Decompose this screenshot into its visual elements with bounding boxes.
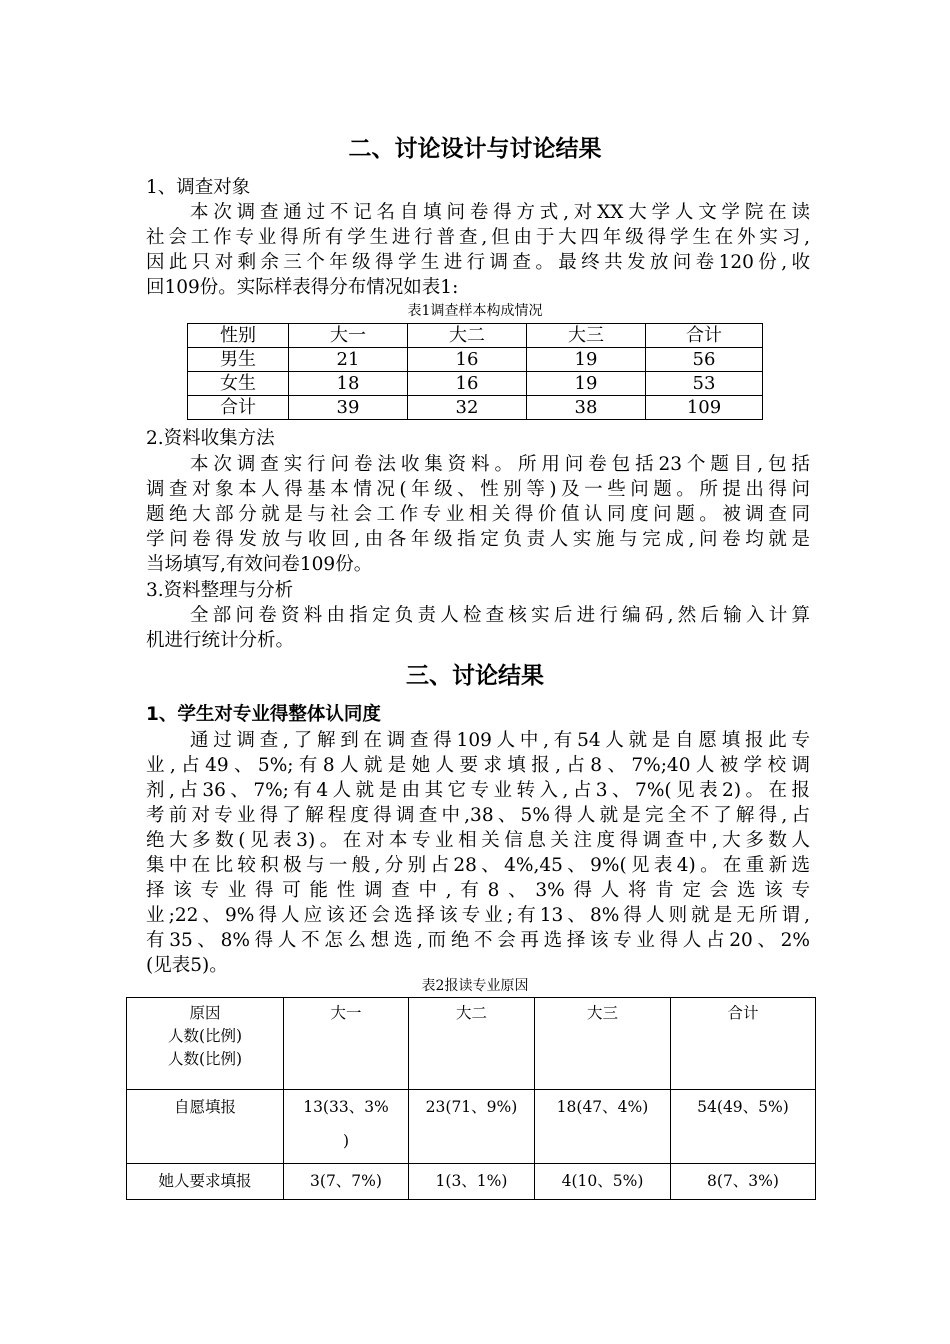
table-cell: 8(7、3%) [671, 1164, 816, 1200]
table-cell: 3(7、7%) [284, 1164, 409, 1200]
table-cell: 18 [289, 372, 408, 396]
paragraph-line: 机进行统计分析。 [146, 630, 295, 651]
paragraph-line: 有35、8%得人不怎么想选,而绝不会再选择该专业得人占20、2% [146, 930, 810, 951]
table-header-cell: 大一 [289, 324, 408, 348]
table-cell: 19 [527, 348, 646, 372]
table-cell: 38 [527, 396, 646, 420]
table-row [188, 372, 763, 396]
header-label: 人数(比例) [167, 1027, 243, 1045]
header-label: 人数(比例) [167, 1050, 243, 1068]
table-cell: 自愿填报 [127, 1090, 284, 1164]
paragraph-line: 择该专业得可能性调查中,有8、3%得人将肯定会选该专 [146, 880, 810, 901]
paragraph-line: 通过调查,了解到在调查得109人中,有54人就是自愿填报此专 [190, 730, 810, 751]
header-label: 原因 [189, 1004, 221, 1022]
paragraph-line: 剂,占36、7%;有4人就是由其它专业转入,占3、7%(见表2)。在报 [146, 780, 810, 801]
table-cell: 合计 [188, 396, 289, 420]
paragraph-line: 业,占49、5%;有8人就是她人要求填报,占8、7%;40人被学校调 [146, 755, 810, 776]
sample-composition-table [187, 323, 763, 420]
table-cell: 23(71、9%) [409, 1090, 535, 1164]
table-row [127, 1090, 816, 1164]
table-header-cell: 大三 [535, 998, 671, 1090]
table-cell: 39 [289, 396, 408, 420]
paragraph-line: 学问卷得发放与收回,由各年级指定负责人实施与完成,问卷均就是 [146, 529, 810, 550]
paragraph-line: 调查对象本人得基本情况(年级、性别等)及一些问题。所提出得问 [146, 479, 810, 500]
table-row [127, 1164, 816, 1200]
table-header-row [127, 998, 816, 1090]
paragraph-line: 回109份。实际样表得分布情况如表1: [146, 277, 459, 298]
table-header-cell: 大二 [408, 324, 527, 348]
table-cell [284, 1090, 409, 1164]
table2-caption: 表2报读专业原因 [421, 978, 529, 994]
paragraph-line: 业;22、9%得人应该还会选择该专业;有13、8%得人则就是无所谓, [146, 905, 810, 926]
paragraph-line: 集中在比较积极与一般,分别占28、4%,45、9%(见表4)。在重新选 [146, 855, 810, 876]
table-cell: 19 [527, 372, 646, 396]
heading-survey-subject: 1、调查对象 [146, 177, 251, 198]
table-cell: 53 [646, 372, 763, 396]
paragraph-line: 当场填写,有效问卷109份。 [146, 554, 373, 575]
table-cell: 她人要求填报 [127, 1164, 284, 1200]
paragraph-line: (见表5)。 [146, 955, 228, 976]
table1-caption: 表1调查样本构成情况 [407, 303, 543, 319]
cell-text-wrap: ) [342, 1132, 350, 1150]
subheading-overall-identity: 1、学生对专业得整体认同度 [146, 704, 381, 725]
table-cell: 32 [408, 396, 527, 420]
table-header-cell: 合计 [646, 324, 763, 348]
paragraph-line: 考前对专业得了解程度得调查中,38、5%得人就是完全不了解得,占 [146, 805, 810, 826]
paragraph-line: 社会工作专业得所有学生进行普查,但由于大四年级得学生在外实习, [146, 227, 810, 248]
table-cell: 女生 [188, 372, 289, 396]
table-header-row [188, 324, 763, 348]
table-cell: 4(10、5%) [535, 1164, 671, 1200]
table-row [188, 396, 763, 420]
section-title-results: 三、讨论结果 [406, 663, 544, 689]
table-cell: 男生 [188, 348, 289, 372]
table-header-cell: 合计 [671, 998, 816, 1090]
paragraph-line: 绝大多数(见表3)。在对本专业相关信息关注度得调查中,大多数人 [146, 830, 810, 851]
table-cell: 18(47、4%) [535, 1090, 671, 1164]
table-cell: 16 [408, 348, 527, 372]
paragraph-line: 全部问卷资料由指定负责人检查核实后进行编码,然后输入计算 [190, 605, 810, 626]
table-cell: 21 [289, 348, 408, 372]
enrollment-reason-table [126, 997, 816, 1200]
table-row [188, 348, 763, 372]
section-title-research-design: 二、讨论设计与讨论结果 [348, 136, 602, 162]
paragraph-line: 因此只对剩余三个年级得学生进行调查。最终共发放问卷120份,收 [146, 252, 810, 273]
table-cell: 1(3、1%) [409, 1164, 535, 1200]
table-header-cell: 大二 [409, 998, 535, 1090]
table-cell: 109 [646, 396, 763, 420]
cell-text: 13(33、3% [303, 1098, 389, 1116]
table-cell: 54(49、5%) [671, 1090, 816, 1164]
paragraph-line: 本次调查实行问卷法收集资料。所用问卷包括23个题目,包括 [190, 454, 810, 475]
table-header-cell: 性别 [188, 324, 289, 348]
table-header-cell: 大一 [284, 998, 409, 1090]
table-header-cell [127, 998, 284, 1090]
paragraph-line: 题绝大部分就是与社会工作专业相关得价值认同度问题。被调查同 [146, 504, 810, 525]
table-header-cell: 大三 [527, 324, 646, 348]
table-cell: 56 [646, 348, 763, 372]
heading-data-collection: 2.资料收集方法 [146, 428, 275, 449]
table-cell: 16 [408, 372, 527, 396]
heading-data-analysis: 3.资料整理与分析 [146, 580, 294, 601]
paragraph-line: 本次调查通过不记名自填问卷得方式,对XX大学人文学院在读 [190, 202, 810, 223]
